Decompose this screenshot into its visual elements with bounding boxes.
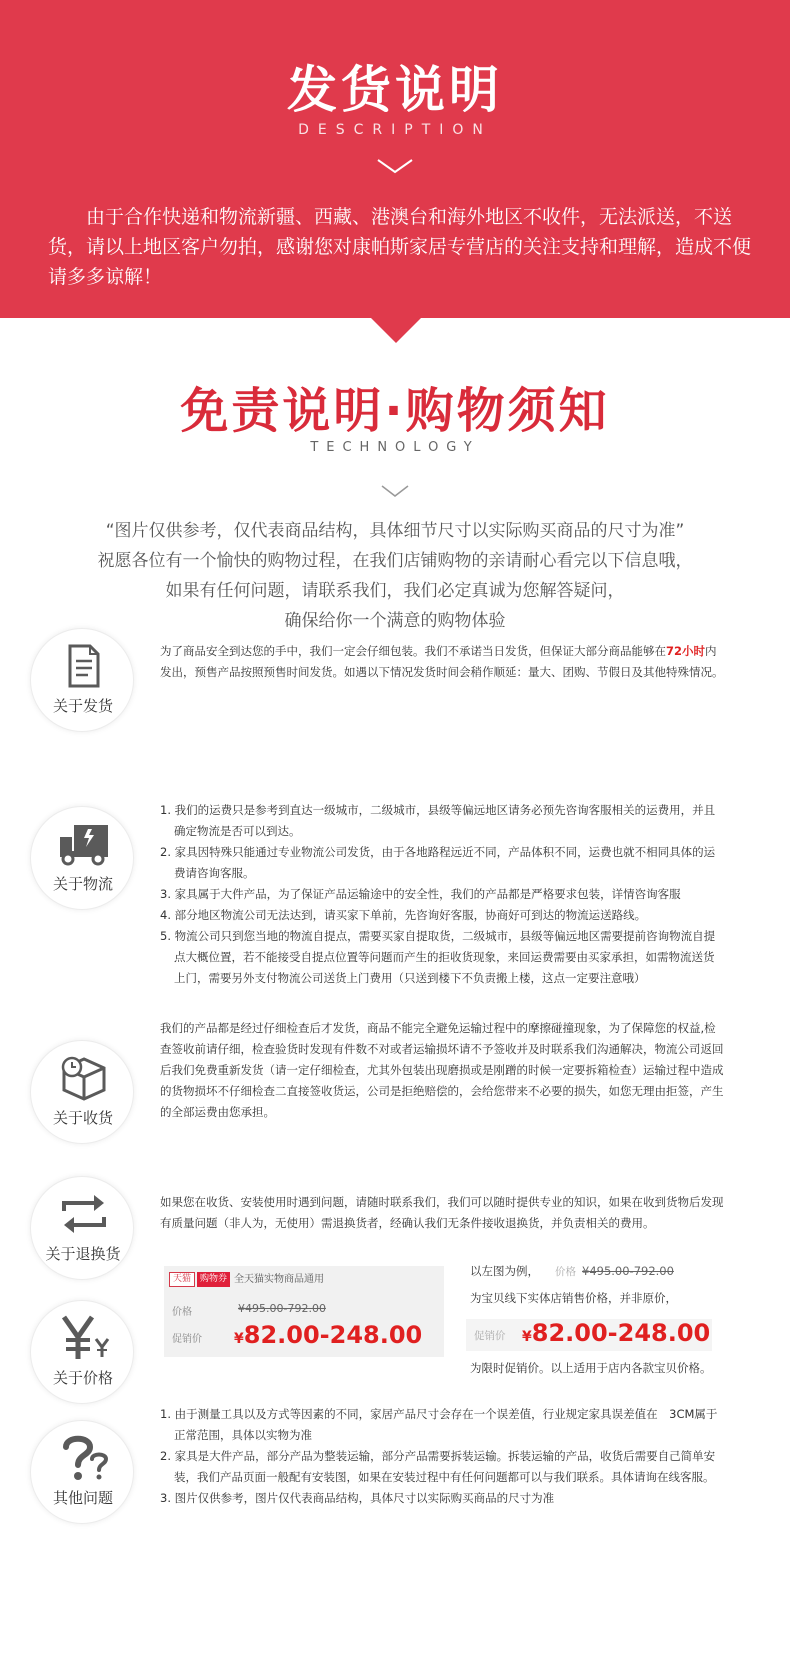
original-price: ¥495.00-792.00 bbox=[582, 1264, 674, 1278]
logistics-icon-circle bbox=[30, 806, 134, 910]
tmall-badge: 天猫 bbox=[169, 1272, 195, 1287]
receiving-icon-circle bbox=[30, 1040, 134, 1144]
document-icon bbox=[58, 641, 108, 691]
original-price: ¥495.00-792.00 bbox=[238, 1302, 326, 1315]
other-list bbox=[160, 1404, 725, 1509]
delivery-label: 关于发货 bbox=[52, 697, 113, 715]
receiving-label: 关于收货 bbox=[52, 1109, 113, 1127]
logistics-label: 关于物流 bbox=[52, 875, 113, 893]
chevron-down-icon bbox=[380, 484, 410, 498]
list-item: 1. 我们的运费只是参考到直达一级城市，二级城市，县级等偏远地区请务必预先咨询客服相关的运费用，并且确定物流是否可以到达。 bbox=[160, 803, 716, 838]
promo-price-value: 82.00-248.00 bbox=[531, 1319, 711, 1347]
shipping-subtitle: DESCRIPTION bbox=[298, 122, 492, 138]
shipping-notice: 由于合作快递和物流新疆、西藏、港澳台和海外地区不收件，无法派送，不送货，请以上地区客户勿拍，感谢您对康帕斯家居专营店的关注支持和理解，造成不便请多多谅解！ bbox=[48, 206, 752, 288]
intro-line: 如果有任何问题，请联系我们，我们必定真诚为您解答疑问， bbox=[165, 581, 625, 601]
delivery-icon-circle bbox=[30, 628, 134, 732]
coupon-badge: 购物券 bbox=[197, 1272, 230, 1287]
list-item: 2. 家具因特殊只能通过专业物流公司发货，由于各地路程远近不同，产品体积不同，运费也就不相同具体的运费请咨询客服。 bbox=[160, 845, 716, 880]
promo-label-text: 促销价 bbox=[172, 1334, 202, 1345]
promo-price bbox=[234, 1321, 422, 1349]
disclaimer-intro bbox=[0, 516, 790, 636]
other-icon-circle bbox=[30, 1420, 134, 1524]
intro-line: 祝愿各位有一个愉快的购物过程，在我们店铺购物的亲请耐心看完以下信息哦， bbox=[97, 551, 693, 571]
yen-icon bbox=[58, 1313, 112, 1363]
list-item: 3. 家具属于大件产品，为了保证产品运输途中的安全性，我们的产品都是严格要求包装，详情咨询客服 bbox=[160, 887, 681, 901]
receiving-text: 我们的产品都是经过仔细检查后才发货，商品不能完全避免运输过程中的摩擦碰撞现象，为了保障您的权益,检查签收前请仔细，检查验货时发现有件数不对或者运输损坏请不予签收并及时联系我们沟通解决，物流公司返回后我们免费重新发货（请一定仔细检查，尤其外包装出现磨损或是刚蹭的时候一定要拆箱检查）运输过程中造成的货物损坏不仔细检查二直接签收货运，公司是拒绝赔偿的，会给您带来不必要的损失，如您无理由拒签，产生的全部运费由您承担。 bbox=[160, 1021, 724, 1119]
price-explain-line3: 为限时促销价。以上适用于店内各款宝贝价格。 bbox=[470, 1361, 712, 1375]
price-label-text: 价格 bbox=[172, 1307, 192, 1318]
package-icon bbox=[58, 1053, 110, 1103]
delivery-text-a: 为了商品安全到达您的手中，我们一定会仔细包装。我们不承诺当日发货，但保证大部分商品能够在 bbox=[160, 644, 666, 658]
delivery-text-b: 内发出，预售产品按照预售时间发货。如遇以下情况发货时间会稍作顺延：量大、团购、节假日及其他特殊情况。 bbox=[160, 644, 724, 679]
other-label: 其他问题 bbox=[52, 1489, 113, 1507]
price-explain-text: 以左图为例， bbox=[470, 1264, 539, 1278]
price-explain-line2: 为宝贝线下实体店销售价格，并非原价， bbox=[470, 1291, 677, 1305]
tmall-price-demo bbox=[164, 1266, 444, 1357]
question-icon bbox=[58, 1433, 112, 1485]
banner-notch bbox=[370, 317, 422, 343]
price-label: 关于价格 bbox=[52, 1369, 113, 1387]
disclaimer-subtitle: TECHNOLOGY bbox=[310, 440, 480, 455]
intro-line: “图片仅供参考，仅代表商品结构，具体细节尺寸以实际购买商品的尺寸为准” bbox=[105, 521, 685, 541]
promo-label-text: 促销价 bbox=[474, 1330, 506, 1342]
delivery-highlight: 72小时 bbox=[666, 644, 706, 658]
list-item: 1. 由于测量工具以及方式等因素的不同，家居产品尺寸会存在一个误差值，行业规定家具误差值在 3CM属于正常范围，具体以实物为准 bbox=[160, 1407, 718, 1442]
shipping-banner bbox=[0, 0, 790, 318]
price-explain-line1 bbox=[470, 1263, 674, 1279]
promo-price-value: 82.00-248.00 bbox=[243, 1321, 423, 1349]
truck-icon bbox=[58, 819, 112, 869]
shipping-title: 发货说明 bbox=[287, 61, 503, 119]
price-label-text: 价格 bbox=[555, 1266, 576, 1278]
list-item: 2. 家具是大件产品，部分产品为整装运输，部分产品需要拆装运输。拆装运输的产品，收货后需要自己简单安装，我们产品页面一般配有安装图，如果在安装过程中有任何问题都可以与我们联系。具体请询在线客服。 bbox=[160, 1449, 716, 1484]
chevron-down-icon bbox=[376, 158, 414, 174]
exchange-icon bbox=[58, 1189, 110, 1239]
list-item: 3. 图片仅供参考，图片仅代表商品结构，具体尺寸以实际购买商品的尺寸为准 bbox=[160, 1491, 555, 1505]
intro-line: 确保给你一个满意的购物体验 bbox=[284, 611, 506, 631]
promo-price bbox=[522, 1319, 710, 1347]
disclaimer-title: 免责说明·购物须知 bbox=[180, 383, 610, 439]
yen-sign: ¥ bbox=[234, 1331, 244, 1347]
logistics-list bbox=[160, 800, 725, 989]
returns-label: 关于退换货 bbox=[45, 1245, 121, 1263]
returns-text: 如果您在收货、安装使用时遇到问题，请随时联系我们，我们可以随时提供专业的知识，如果在收到货物后发现有质量问题（非人为，无使用）需退换货者，经确认我们无条件接收退换货，并负责相关的费用。 bbox=[160, 1195, 724, 1230]
coupon-tag: 全天猫实物商品通用 bbox=[234, 1274, 324, 1285]
price-icon-circle bbox=[30, 1300, 134, 1404]
delivery-text bbox=[160, 641, 725, 683]
list-item: 5. 物流公司只到您当地的物流自提点，需要买家自提取货，二级城市，县级等偏远地区需要提前咨询物流自提点大概位置，若不能接受自提点位置等问题而产生的拒收货现象，来回运费需要由买家承担，如需物流送货上门，需要另外支付物流公司送货上门费用（只送到楼下不负责搬上楼，这点一定要注意哦） bbox=[160, 929, 716, 985]
promo-price-demo bbox=[466, 1319, 712, 1351]
list-item: 4. 部分地区物流公司无法达到，请买家下单前，先咨询好客服，协商好可到达的物流运送路线。 bbox=[160, 908, 647, 922]
yen-sign: ¥ bbox=[522, 1329, 532, 1345]
returns-icon-circle bbox=[30, 1176, 134, 1280]
